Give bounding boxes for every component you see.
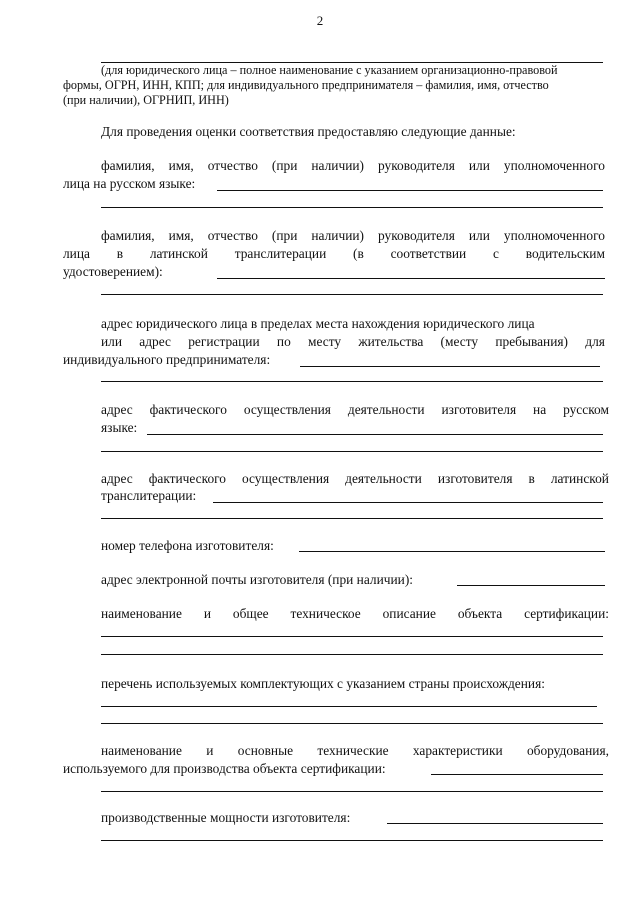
head-name-ru-input-cont[interactable] xyxy=(101,193,603,208)
legal-address-input-cont[interactable] xyxy=(101,367,603,382)
head-name-lat-label-line-3: удостоверением): xyxy=(63,264,163,279)
head-name-lat-input-cont[interactable] xyxy=(101,280,603,295)
phone-label: номер телефона изготовителя: xyxy=(101,538,274,553)
components-input-2[interactable] xyxy=(101,709,603,724)
legal-address-label-line-1: адрес юридического лица в пределах места нахождения юридического лица xyxy=(101,316,535,331)
actual-address-lat-label-line-1: адрес фактического осуществления деятельности изготовителя в латинской xyxy=(101,471,609,486)
capacity-input-cont[interactable] xyxy=(101,826,603,841)
legal-address-label-line-3: индивидуального предпринимателя: xyxy=(63,352,271,367)
actual-address-ru-input[interactable] xyxy=(147,420,603,435)
head-name-lat-input[interactable] xyxy=(217,264,605,279)
equipment-input[interactable] xyxy=(431,760,603,775)
actual-address-lat-input[interactable] xyxy=(213,488,603,503)
actual-address-lat-input-cont[interactable] xyxy=(101,504,603,519)
capacity-label: производственные мощности изготовителя: xyxy=(101,810,351,825)
capacity-input[interactable] xyxy=(387,809,603,824)
legal-address-input[interactable] xyxy=(300,352,600,367)
phone-input[interactable] xyxy=(299,537,605,552)
email-label: адрес электронной почты изготовителя (при наличии): xyxy=(101,572,414,587)
header-note-line-1: (для юридического лица – полное наименование с указанием организационно-правовой xyxy=(101,63,558,77)
actual-address-lat-label-line-2: транслитерации: xyxy=(101,488,197,503)
header-note-line-3: (при наличии), ОГРНИП, ИНН) xyxy=(63,93,229,107)
header-note-line-2: формы, ОГРН, ИНН, КПП; для индивидуального предпринимателя – фамилия, имя, отчество xyxy=(63,78,549,92)
actual-address-ru-label-line-1: адрес фактического осуществления деятельности изготовителя на русском xyxy=(101,402,609,417)
head-name-ru-input[interactable] xyxy=(217,176,603,191)
head-name-lat-label-line-1: фамилия, имя, отчество (при наличии) руководителя или уполномоченного xyxy=(101,228,605,243)
head-name-lat-label-line-2: лица в латинской транслитерации (в соответствии с водительским xyxy=(63,246,605,261)
object-description-label: наименование и общее техническое описание объекта сертификации: xyxy=(101,606,609,621)
object-description-input-2[interactable] xyxy=(101,640,603,655)
actual-address-ru-input-cont[interactable] xyxy=(101,437,603,452)
equipment-label-line-1: наименование и основные технические характеристики оборудования, xyxy=(101,743,609,758)
email-input[interactable] xyxy=(457,571,605,586)
components-input-1[interactable] xyxy=(101,692,597,707)
head-name-ru-label-line-2: лица на русском языке: xyxy=(63,176,196,191)
head-name-ru-label-line-1: фамилия, имя, отчество (при наличии) руководителя или уполномоченного xyxy=(101,158,605,173)
page-number: 2 xyxy=(316,13,324,28)
equipment-label-line-2: используемого для производства объекта сертификации: xyxy=(63,761,386,776)
actual-address-ru-label-line-2: языке: xyxy=(101,420,138,435)
intro-text: Для проведения оценки соответствия предоставляю следующие данные: xyxy=(101,124,516,139)
legal-address-label-line-2: или адрес регистрации по месту жительства (месту пребывания) для xyxy=(101,334,605,349)
components-label: перечень используемых комплектующих с указанием страны происхождения: xyxy=(101,676,545,691)
object-description-input-1[interactable] xyxy=(101,622,603,637)
equipment-input-cont[interactable] xyxy=(101,777,603,792)
